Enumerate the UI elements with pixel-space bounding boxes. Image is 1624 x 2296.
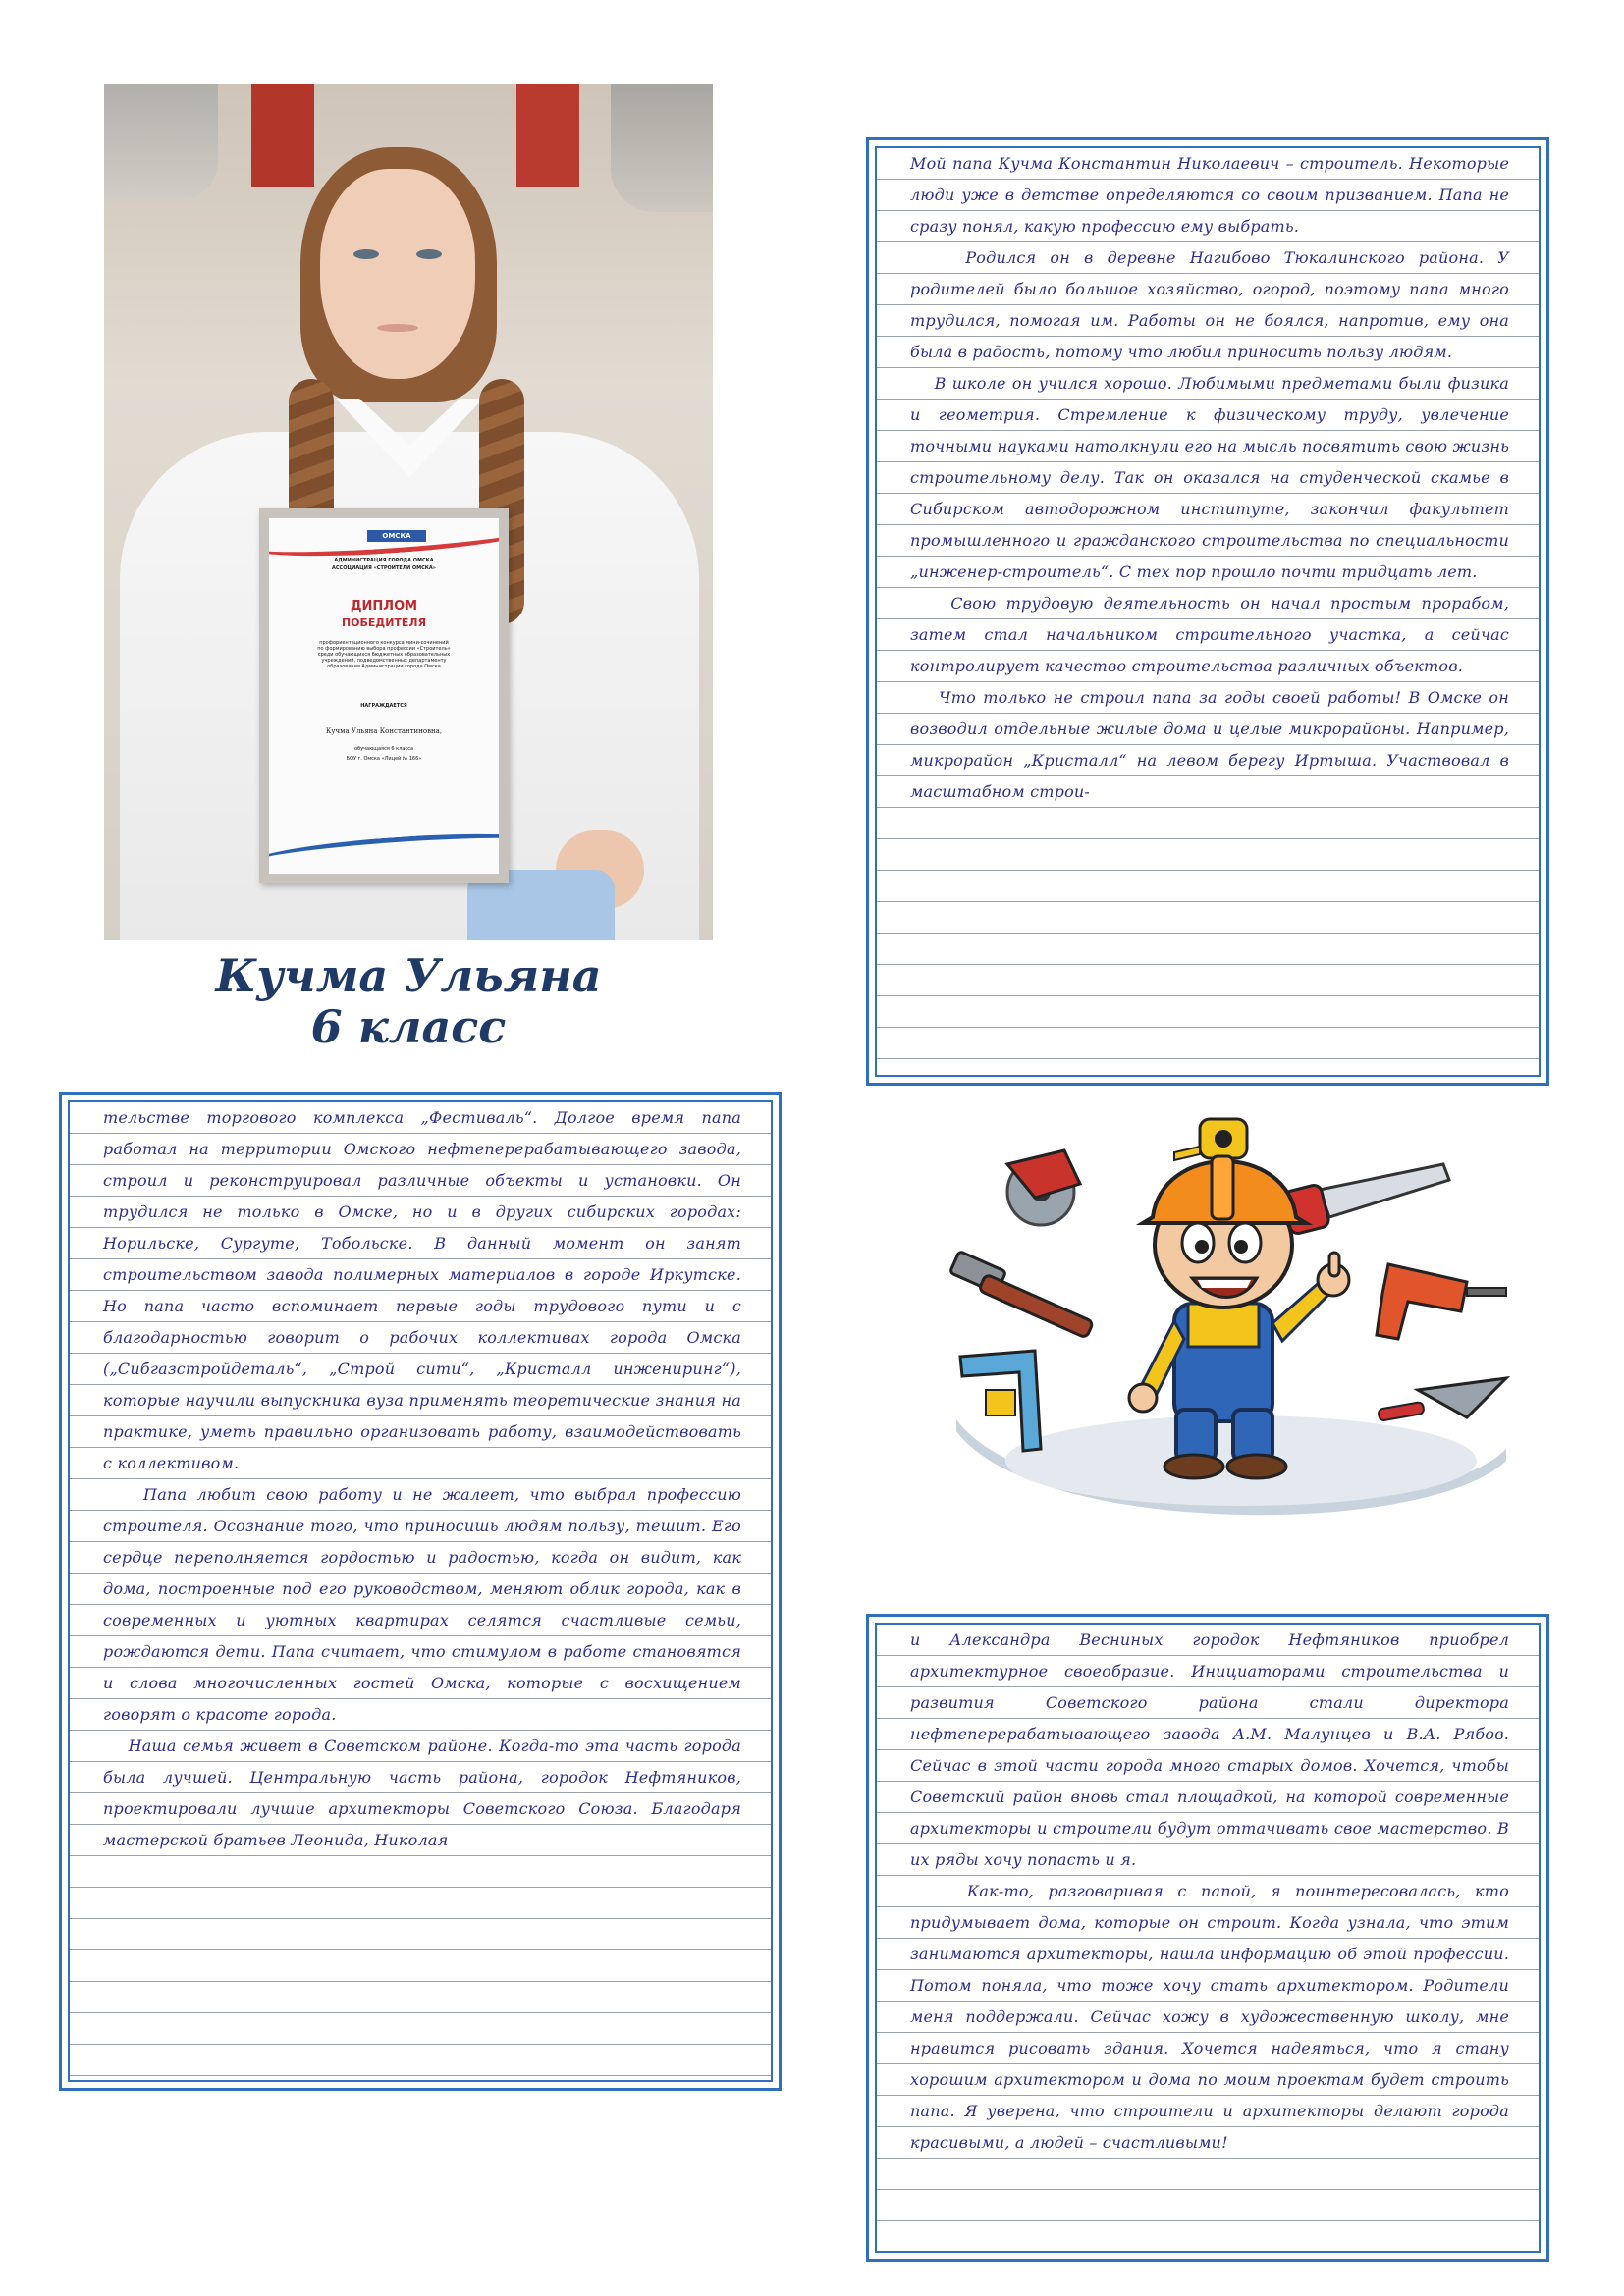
hammer-icon	[949, 1251, 1093, 1338]
diploma	[269, 518, 499, 874]
diploma-subtitle: ПОБЕДИТЕЛЯ	[341, 616, 427, 629]
student-photo	[104, 84, 713, 940]
essay-page-1	[866, 137, 1549, 1086]
diploma-school: БОУ г. Омска «Лицей № 166»	[346, 756, 422, 762]
trowel-icon	[1378, 1378, 1506, 1421]
tape-measure-icon	[1174, 1119, 1247, 1160]
mouth	[377, 324, 418, 332]
diploma-title: ДИПЛОМ	[350, 599, 418, 614]
diploma-body-line: профориентационного конкурса мини-сочинений	[319, 640, 449, 646]
diploma-blue-wave	[269, 828, 499, 874]
diploma-recipient-class: обучающаяся 6 класса	[353, 746, 414, 752]
diploma-award-label: НАГРАЖДАЕТСЯ	[360, 703, 407, 709]
diploma-header-line: АДМИНИСТРАЦИЯ ГОРОДА ОМСКА	[334, 558, 434, 563]
essay-page-2-text: тельстве торгового комплекса „Фестиваль“. Долгое время папа работал на территории Омского нефтеперерабатывающего завода, строил и реконструировал различные объекты и установки. Он трудился не только в Омске, но и в других сибирских городах: Норильске, Сургуте, Тобольске. В данный момент он занят строительством завода полимерных материалов в городе Иркутске. Но папа часто вспоминает первые годы трудового пути и с благодарностью говорит о рабочих коллективах города Омска („Сибгазстройдеталь“, „Строй сити“, „Кристалл инжениринг“), которые научили выпускника вуза применять теоретические знания на практике, уметь правильно организовать работу, взаимодействовать с коллективом. Папа любит свою работу и не жалеет, что выбрал профессию строителя. Осознание того, что приносишь людям пользу, тешит. Его сердце переполняется гордостью и радостью, когда он видит, как дома, построенные под его руководством, меняют облик города, как в современных и уютных квартирах селятся счастливые семьи, рождаются дети. Папа считает, что стимулом в работе становятся и слова многочисленных гостей Омска, которые с восхищением говорят о красоте города. Наша семья живет в Советском районе. Когда-то эта часть города была лучшей. Центральную часть района, городок Нефтяников, проектировали лучшие архитекторы Советского Союза. Благодаря мастерской братьев Леонида, Николая	[103, 1108, 741, 1849]
flag-right	[516, 84, 579, 187]
coat-of-arms-right	[611, 84, 713, 212]
diploma-recipient: Кучма Ульяна Константиновна,	[325, 727, 443, 735]
essay-page-1-text: Мой папа Кучма Константин Николаевич – строитель. Некоторые люди уже в детстве определяются со своим призванием. Папа не сразу понял, какую профессию ему выбрать. Родился он в деревне Нагибово Тюкалинского района. У родителей было большое хозяйство, огород, поэтому папа много трудился, помогая им. Работы он не боялся, напротив, ему она была в радость, потому что любил приносить пользу людям. В школе он учился хорошо. Любимыми предметами были физика и геометрия. Стремление к физическому труду, увлечение точными науками натолкнули его на мысль посвятить свою жизнь строительному делу. Так он оказался на студенческой скамье в Сибирском автодорожном институте, закончил факультет промышленного и гражданского строительства по специальности „инженер-строитель“. С тех пор прошло почти тридцать лет. Свою трудовую деятельность он начал простым прорабом, затем стал начальником строительного участка, а сейчас контролирует качество строительства различных объектов. Что только не строил папа за годы своей работы! В Омске он возводил отдельные жилые дома и целые микрорайоны. Например, микрорайон „Кристалл“ на левом берегу Иртыша. Участвовал в масштабном строи-	[910, 154, 1509, 801]
right-eye	[416, 249, 442, 259]
face	[320, 169, 475, 379]
essay-page-2-ruled	[68, 1100, 773, 2082]
photo-caption	[104, 950, 713, 1052]
essay-page-3-ruled	[875, 1623, 1541, 2253]
essay-page-3	[866, 1614, 1549, 2262]
essay-page-1-ruled	[875, 146, 1541, 1077]
diploma-logo: ОМСКА	[367, 530, 426, 542]
student-name: Кучма Ульяна	[215, 949, 602, 1002]
diploma-body-line: среди обучающихся бюджетных образовательных	[317, 652, 451, 658]
flag-left	[251, 84, 314, 187]
coat-of-arms-left	[104, 84, 218, 200]
diploma-body-line: образования Администрации города Омска	[327, 664, 441, 669]
diploma-frame	[259, 508, 509, 883]
circular-saw-icon	[1007, 1150, 1080, 1225]
diploma-body-line: учреждений, подведомственных департаменту	[321, 658, 447, 664]
diploma-header-line: АССОЦИАЦИЯ «СТРОИТЕЛИ ОМСКА»	[332, 565, 436, 571]
essay-page-3-text: и Александра Весниных городок Нефтяников приобрел архитектурное своеобразие. Инициаторами строительства и развития Советского района стали директора нефтеперерабатывающего завода А.М. Малунцев и В.А. Рябов. Сейчас в этой части города много старых домов. Хочется, чтобы Советский район вновь стал площадкой, на которой современные архитекторы и строители будут оттачивать свое мастерство. В их ряды хочу попасть и я. Как-то, разговаривая с папой, я поинтересовалась, кто придумывает дома, которые он строит. Когда узнала, что этим занимаются архитекторы, нашла информацию об этой профессии. Потом поняла, что тоже хочу стать архитектором. Родители меня поддержали. Сейчас хожу в художественную школу, мне нравится рисовать здания. Хочется надеяться, что я стану хорошим архитектором и дома по моим проектам будет строить папа. Я уверена, что строители и архитекторы делают города красивыми, а людей – счастливыми!	[910, 1630, 1509, 2152]
drill-icon	[1377, 1264, 1506, 1339]
left-eye	[353, 249, 379, 259]
essay-page-2	[59, 1092, 782, 2091]
diploma-body-line: по формированию выбора профессии «Строитель»	[317, 646, 451, 652]
builder-cartoon	[917, 1095, 1545, 1527]
student-grade: 6 класс	[310, 1000, 507, 1053]
carpenter-square-icon	[960, 1351, 1041, 1451]
